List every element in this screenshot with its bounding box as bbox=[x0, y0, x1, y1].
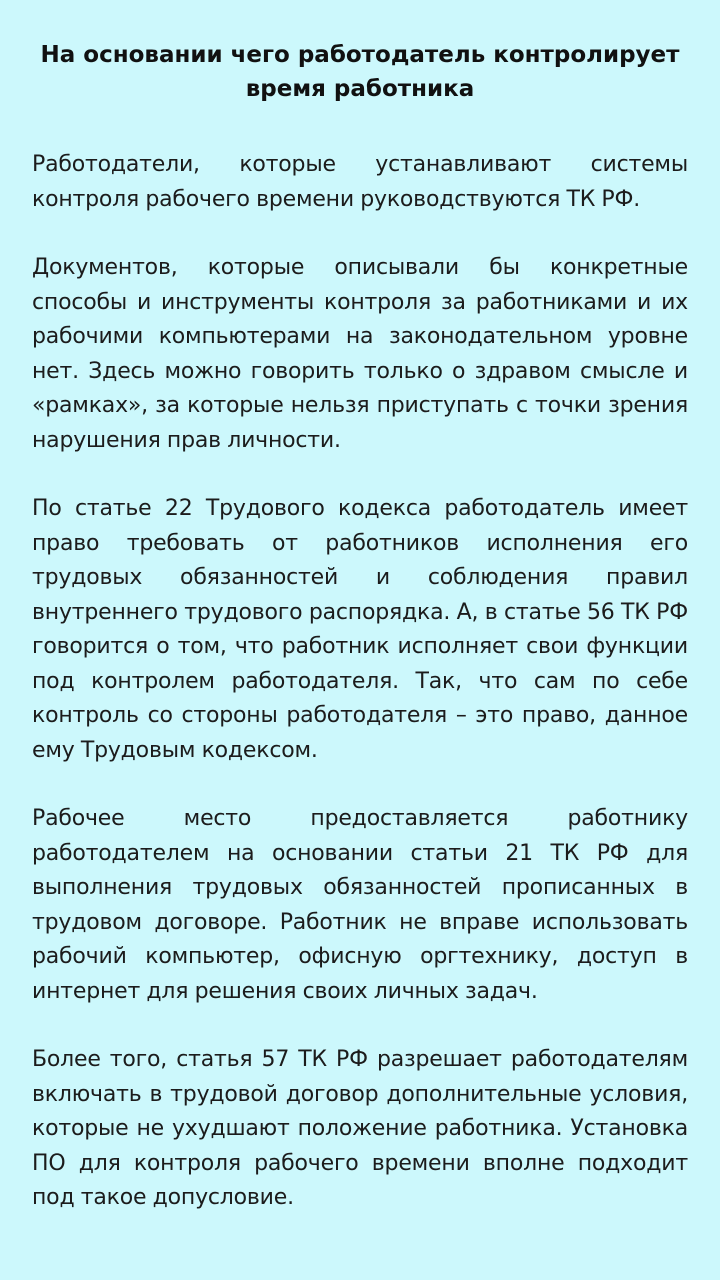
article-paragraph-2: Документов, которые описывали бы конкретные способы и инструменты контроля за работниками и их рабочими компьютерами на законодательном уровне нет. Здесь можно говорить только о здравом смысле и «рамках», за которые нельзя приступать с точки зрения нарушения прав личности. bbox=[32, 255, 688, 453]
article-paragraph-3: По статье 22 Трудового кодекса работодатель имеет право требовать от работников исполнения его трудовых обязанностей и соблюдения правил внутреннего трудового распорядка. А, в статье 56 ТК РФ говорится о том, что работник исполняет свои функции под контролем работодателя. Так, что сам по себе контроль со стороны работодателя – это право, данное ему Трудовым кодексом. bbox=[32, 496, 688, 763]
article-paragraph-4: Рабочее место предоставляется работнику работодателем на основании статьи 21 ТК РФ для выполнения трудовых обязанностей прописанных в трудовом договоре. Работник не вправе использовать рабочий компьютер, офисную оргтехнику, доступ в интернет для решения своих личных задач. bbox=[32, 806, 688, 1004]
article-paragraph-5: Более того, статья 57 ТК РФ разрешает работодателям включать в трудовой договор дополнительные условия, которые не ухудшают положение работника. Установка ПО для контроля рабочего времени вполне подходит под такое допусловие. bbox=[32, 1047, 688, 1210]
article-paragraph-1: Работодатели, которые устанавливают системы контроля рабочего времени руководствуются ТК РФ. bbox=[32, 152, 688, 212]
article-title: На основании чего работодатель контролирует время работника bbox=[40, 42, 680, 102]
